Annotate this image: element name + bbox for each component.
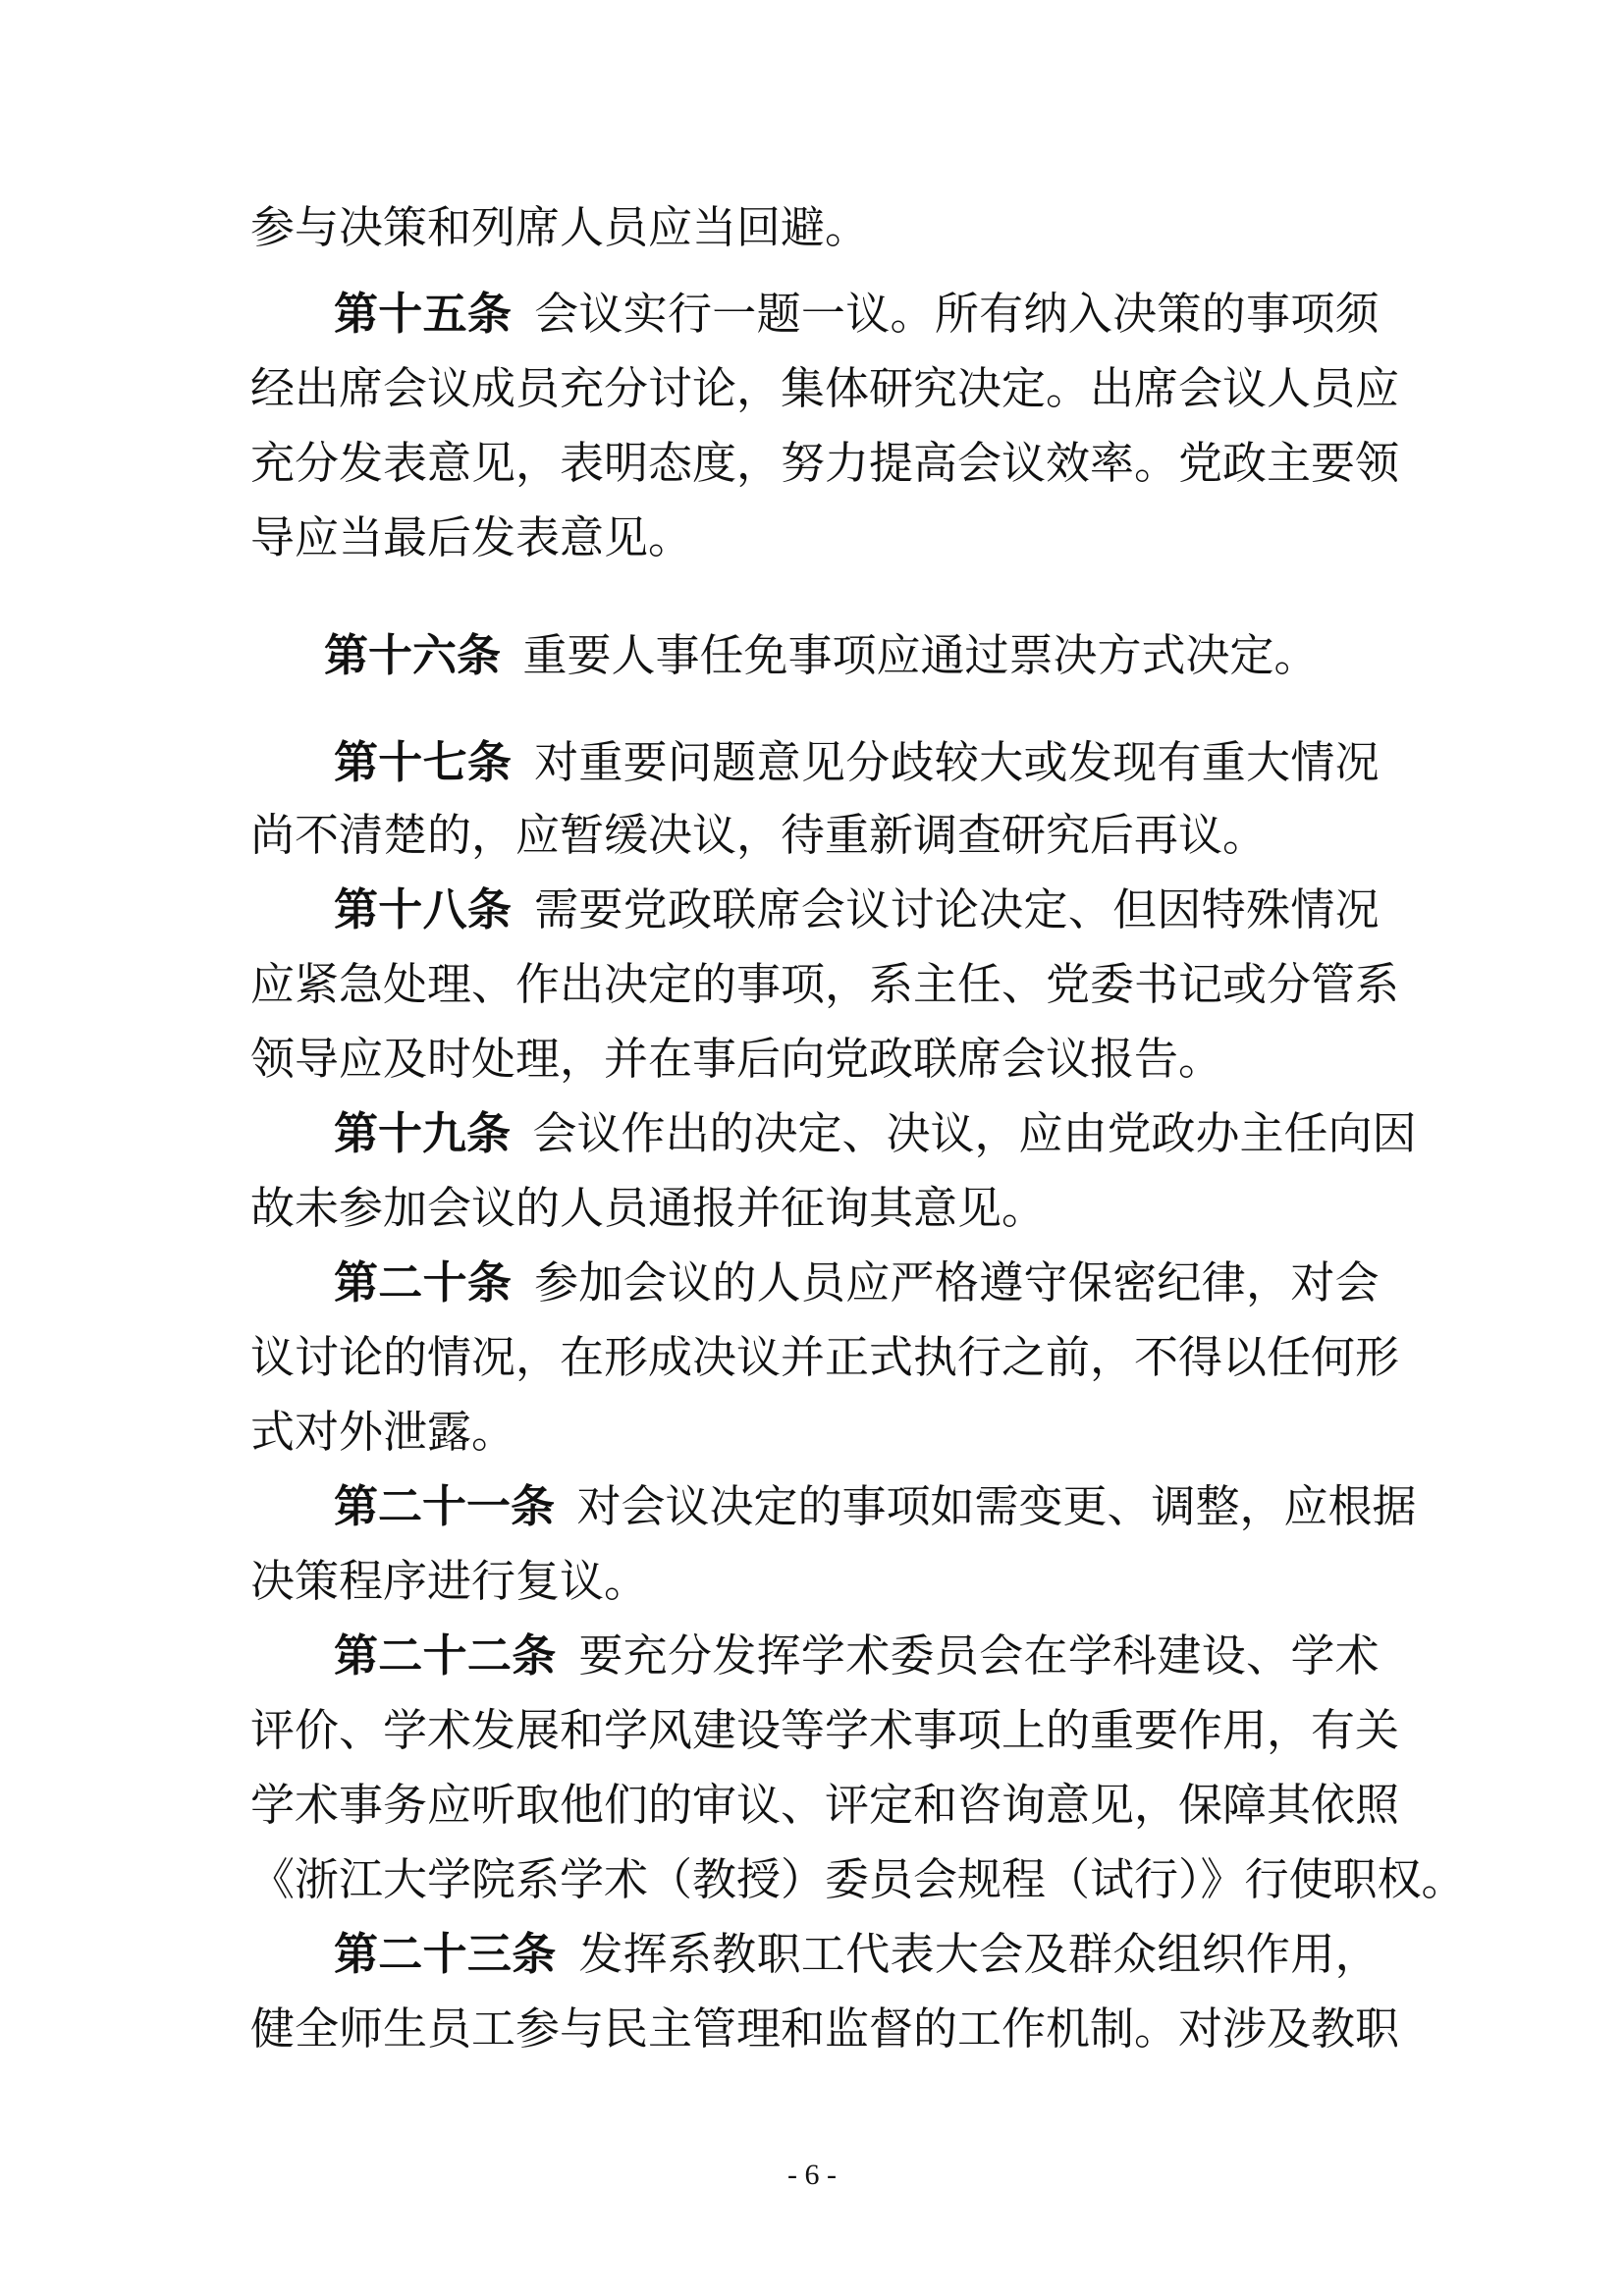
body-text: 学术事务应听取他们的审议、评定和咨询意见，保障其依照 <box>250 1779 1400 1831</box>
text-line <box>250 1028 1222 1091</box>
text-line <box>250 953 1399 1016</box>
body-text: 对会议决定的事项如需变更、调整，应根据 <box>576 1480 1417 1532</box>
body-text: 决策程序进行复议。 <box>250 1555 649 1607</box>
text-line <box>334 731 1380 794</box>
body-text: 会议作出的决定、决议，应由党政办主任向因 <box>532 1107 1417 1159</box>
body-text: 会议实行一题一议。所有纳入决策的事项须 <box>534 288 1380 340</box>
body-text: 参与决策和列席人员应当回避。 <box>250 201 870 253</box>
text-line <box>250 1998 1399 2060</box>
article-heading: 第二十一条 <box>334 1480 556 1532</box>
body-text: 参加会议的人员应严格遵守保密纪律，对会 <box>534 1256 1380 1308</box>
body-text: 《浙江大学院系学术（教授）委员会规程（试行）》行使职权。 <box>250 1853 1466 1905</box>
article-heading: 第二十二条 <box>334 1629 557 1682</box>
body-text: 对重要问题意见分歧较大或发现有重大情况 <box>534 736 1380 788</box>
text-line <box>250 1326 1399 1389</box>
text-line <box>250 507 692 569</box>
article-heading: 第十七条 <box>334 736 513 788</box>
body-text: 尚不清楚的，应暂缓决议，待重新调查研究后再议。 <box>250 809 1268 861</box>
article-heading: 第十五条 <box>334 288 513 340</box>
body-text: 重要人事任免事项应通过票决方式决定。 <box>522 629 1319 681</box>
body-text: 发挥系教职工代表大会及群众组织作用， <box>578 1928 1380 1980</box>
text-line <box>334 1475 1417 1538</box>
text-line <box>250 1550 648 1613</box>
text-line <box>250 804 1267 867</box>
text-line <box>250 1177 1046 1240</box>
body-text: 议讨论的情况，在形成决议并正式执行之前，不得以任何形 <box>250 1331 1400 1383</box>
article-heading: 第二十条 <box>334 1256 513 1308</box>
text-line <box>250 196 869 259</box>
text-line <box>334 1625 1380 1687</box>
body-text: 评价、学术发展和学风建设等学术事项上的重要作用，有关 <box>250 1704 1400 1756</box>
body-text: 健全师生员工参与民主管理和监督的工作机制。对涉及教职 <box>250 2002 1400 2055</box>
article-heading: 第十八条 <box>334 883 513 935</box>
body-text: 式对外泄露。 <box>250 1406 516 1458</box>
text-line <box>334 1252 1380 1314</box>
text-line <box>250 432 1399 495</box>
body-text: 应紧急处理、作出决定的事项，系主任、党委书记或分管系 <box>250 958 1400 1010</box>
body-text: 导应当最后发表意见。 <box>250 511 693 563</box>
text-line <box>250 1401 515 1464</box>
page-number: - 6 - <box>787 2159 837 2191</box>
text-line <box>324 624 1319 687</box>
text-line <box>250 1774 1399 1837</box>
article-heading: 第二十三条 <box>334 1928 557 1980</box>
text-line <box>334 1923 1380 1986</box>
text-line <box>334 1102 1417 1165</box>
text-line <box>334 879 1380 941</box>
body-text: 领导应及时处理，并在事后向党政联席会议报告。 <box>250 1033 1223 1085</box>
article-heading: 第十九条 <box>334 1107 512 1159</box>
body-text: 要充分发挥学术委员会在学科建设、学术 <box>578 1629 1380 1682</box>
text-line <box>250 1848 1466 1911</box>
body-text: 需要党政联席会议讨论决定、但因特殊情况 <box>534 883 1380 935</box>
body-text: 经出席会议成员充分讨论，集体研究决定。出席会议人员应 <box>250 362 1400 414</box>
text-line <box>250 1699 1399 1762</box>
article-heading: 第十六条 <box>324 629 502 681</box>
body-text: 充分发表意见，表明态度，努力提高会议效率。党政主要领 <box>250 437 1400 489</box>
body-text: 故未参加会议的人员通报并征询其意见。 <box>250 1182 1047 1234</box>
text-line <box>250 357 1399 420</box>
text-line <box>334 283 1380 346</box>
